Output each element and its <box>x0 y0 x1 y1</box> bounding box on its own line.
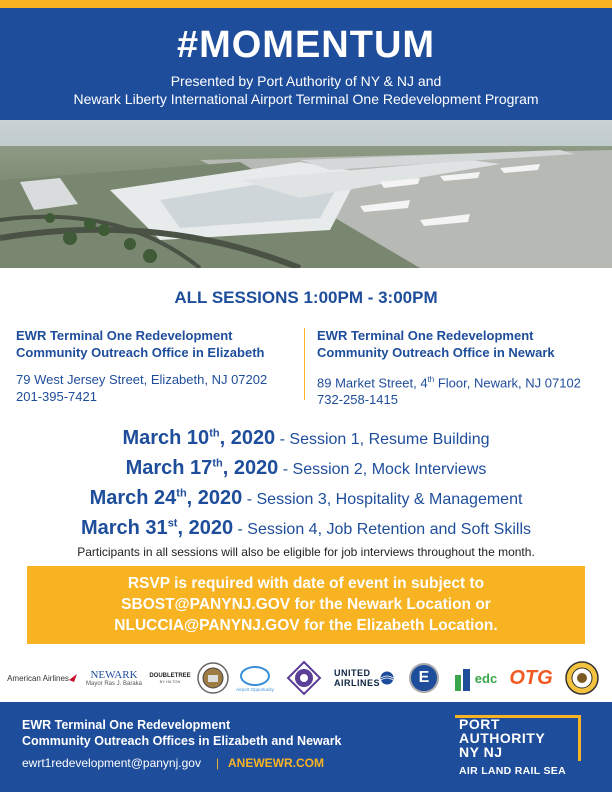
session-year: , 2020 <box>222 457 279 479</box>
session-month: March 31 <box>80 517 168 539</box>
page-title: #MOMENTUM <box>176 24 436 66</box>
pa-line-3: NY NJ <box>459 744 503 760</box>
session-description: - Session 3, Hospitality & Management <box>242 491 523 508</box>
eligibility-note: Participants in all sessions will also be eligible for job interviews throughout the month. <box>77 545 535 559</box>
top-accent-bar <box>0 0 612 8</box>
session-row-3 <box>0 484 612 514</box>
office-name-line-2: Community Outreach Office in Newark <box>317 345 555 360</box>
session-ordinal: st <box>167 517 178 530</box>
newark-city-text: NEWARK <box>90 669 138 681</box>
doubletree-sub-text: BY HILTON <box>159 678 181 684</box>
footer-email-link[interactable]: ewrt1redevelopment@panynj.gov <box>22 756 201 770</box>
pa-line-1: PORT <box>459 716 500 732</box>
office-newark-phone: 732-258-1415 <box>317 392 398 408</box>
sessions-time-heading: ALL SESSIONS 1:00PM - 3:00PM <box>174 288 438 307</box>
footer-title <box>22 717 382 749</box>
american-airlines-text: American Airlines <box>7 673 69 683</box>
gao-logo <box>234 655 276 701</box>
office-elizabeth <box>16 327 301 405</box>
port-authority-name <box>459 717 545 759</box>
office-newark <box>317 327 607 408</box>
american-airlines-logo <box>6 655 78 701</box>
session-description: - Session 2, Mock Interviews <box>278 461 487 478</box>
session-month: March 10 <box>122 427 210 449</box>
globe-icon <box>380 671 394 685</box>
elizabeth-logo <box>404 655 444 701</box>
port-authority-tagline: AIR LAND RAIL SEA <box>459 765 566 777</box>
gao-sub-text: Airport Opportunity <box>236 686 274 692</box>
session-schedule <box>0 424 612 544</box>
doubletree-logo <box>150 655 190 701</box>
footer-separator: | <box>216 756 220 770</box>
office-name-line-1: EWR Terminal One Redevelopment <box>317 328 534 343</box>
united-text: UNITED <box>333 668 371 678</box>
county-seal-2-logo <box>560 655 604 701</box>
session-month: March 24 <box>89 487 177 509</box>
port-authority-logo <box>455 715 581 781</box>
address-part: 89 Market Street, 4 <box>317 375 428 391</box>
session-ordinal: th <box>176 487 187 500</box>
edc-text: edc <box>474 670 498 686</box>
office-divider <box>304 328 305 400</box>
rsvp-box <box>27 566 585 644</box>
county-seal-icon <box>564 660 600 696</box>
newark-mayor-text: Mayor Ras J. Baraka <box>85 681 143 687</box>
footer <box>0 702 612 792</box>
session-description: - Session 4, Job Retention and Soft Skills <box>233 521 532 538</box>
otg-logo <box>506 655 556 701</box>
county-seal-1-logo <box>194 655 232 701</box>
office-elizabeth-name <box>16 327 301 361</box>
footer-line-2: Community Outreach Offices in Elizabeth and Newark <box>22 734 342 748</box>
edc-logo <box>448 655 502 701</box>
office-newark-address <box>317 371 607 391</box>
pa-line-2: AUTHORITY <box>459 730 546 746</box>
footer-website-link[interactable]: ANEWEWR.COM <box>228 756 324 770</box>
session-description: - Session 1, Resume Building <box>275 431 490 448</box>
org-emblem-logo <box>284 655 324 701</box>
otg-text: OTG <box>509 666 553 689</box>
office-newark-name <box>317 327 607 361</box>
header-subtitle <box>0 72 612 108</box>
rsvp-line-3: NLUCCIA@PANYNJ.GOV for the Elizabeth Location. <box>114 617 498 634</box>
newark-city-logo <box>80 655 148 701</box>
american-eagle-icon <box>69 674 77 682</box>
doubletree-text: DOUBLETREE <box>149 672 191 679</box>
gao-airplane-icon <box>240 665 270 687</box>
rsvp-line-2: SBOST@PANYNJ.GOV for the Newark Location or <box>121 596 491 613</box>
office-elizabeth-address: 79 West Jersey Street, Elizabeth, NJ 07202 <box>16 372 268 387</box>
elizabeth-letter: E <box>418 669 430 686</box>
header-banner <box>0 8 612 120</box>
united-text-block <box>334 668 380 688</box>
sponsor-logos <box>0 655 612 701</box>
session-row-4 <box>0 514 612 544</box>
subtitle-line-2: Newark Liberty International Airport Terminal One Redevelopment Program <box>73 91 539 107</box>
session-year: , 2020 <box>186 487 243 509</box>
session-date <box>126 457 279 479</box>
terminal-rendering-image <box>0 120 612 268</box>
address-part: Floor, Newark, NJ 07102 <box>434 375 581 391</box>
county-seal-icon <box>197 662 229 694</box>
footer-line-1: EWR Terminal One Redevelopment <box>22 718 231 732</box>
session-date <box>90 487 243 509</box>
session-date <box>81 517 233 539</box>
office-elizabeth-phone: 201-395-7421 <box>16 389 97 404</box>
address-ordinal: th <box>427 375 435 384</box>
session-row-1 <box>0 424 612 454</box>
office-name-line-1: EWR Terminal One Redevelopment <box>16 328 233 343</box>
united-airlines-logo <box>328 655 400 701</box>
session-ordinal: th <box>212 457 223 470</box>
session-ordinal: th <box>209 427 220 440</box>
emblem-icon <box>286 660 322 696</box>
session-year: , 2020 <box>177 517 234 539</box>
session-row-2 <box>0 454 612 484</box>
session-year: , 2020 <box>219 427 276 449</box>
city-building-icon <box>453 665 473 691</box>
office-name-line-2: Community Outreach Office in Elizabeth <box>16 345 265 360</box>
session-month: March 17 <box>125 457 213 479</box>
subtitle-line-1: Presented by Port Authority of NY & NJ and <box>170 73 442 89</box>
rsvp-line-1: RSVP is required with date of event in subject to <box>127 575 485 592</box>
session-date <box>122 427 275 449</box>
united-airlines-text: AIRLINES <box>333 678 380 688</box>
